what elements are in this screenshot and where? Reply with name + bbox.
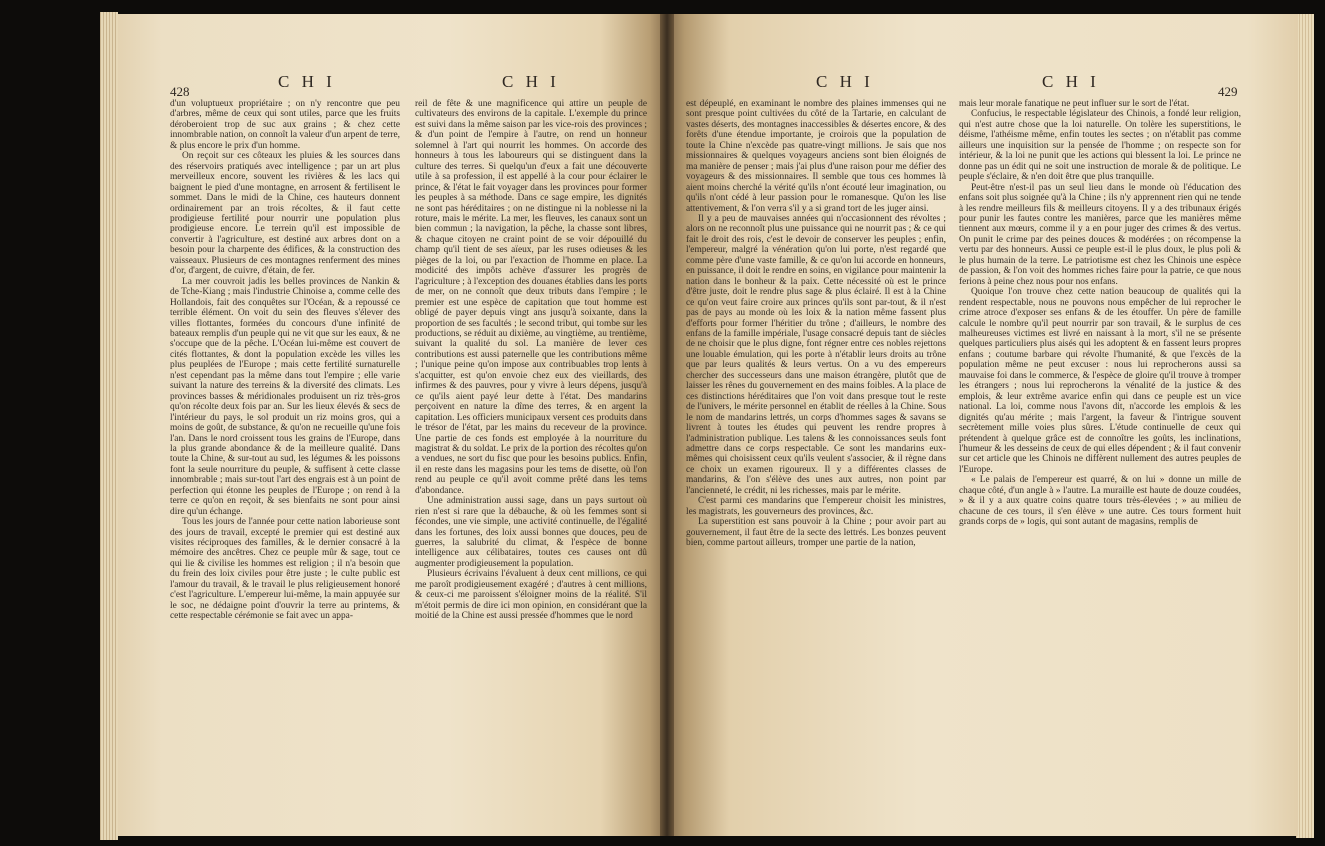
page-number: 428 — [170, 84, 190, 99]
book-gutter — [660, 14, 674, 836]
paragraph: Quoique l'on trouve chez cette nation beaucoup de qualités qui la rendent respectable, nous ne pouvons nous empêcher de lui reprocher le crime atroce d'exposer ses enfans & de les étouffer. Un père de famille calcule le nombre qu'il peut nourrir par son travail, & le surplus de ces malheureuses victimes est livré en naissant à la mort, s'il ne se présente quelques particuliers plus aisés qui les adoptent & en fassent leurs propres enfans ; coutume barbare qui révolte l'humanité, & que l'excès de la population même ne peut excuser : nous lui reprocherons aussi sa mauvaise foi dans le commerce, & l'espèce de gloire qu'il trouve à tromper les étrangers ; nous lui reprocherons la vénalité de la justice & des emplois, & leur extrême avarice enfin qui dans ce peuple est un vice national. La loi, comme nous l'avons dit, n'accorde les emplois & les dignités qu'au mérite ; mais l'argent, la faveur & l'intrigue souvent secrètement mille voies plus sûres. L'étude continuelle de ceux qui prétendent à quelque grâce est de connoître les goûts, les inclinations, l'humeur & les desseins de ceux de qui elles dépendent ; & il faut convenir sur cet article que les Chinois ne diffèrent nullement des autres peuples de l'Europe. — [959, 287, 1241, 475]
paragraph: C'est parmi ces mandarins que l'empereur choisit les ministres, les magistrats, les gouverneurs des provinces, &c. — [686, 496, 946, 517]
paragraph: Plusieurs écrivains l'évaluent à deux cent millions, ce qui me paroît prodigieusement exagéré ; d'autres à cent millions, & ceux-ci me paroissent s'éloigner moins de la réalité. S'il m'étoit permis de dire ici mon opinion, en considérant que la moitié de la Chine est aussi pressée d'hommes que le nord — [415, 569, 647, 622]
right-page — [666, 14, 1298, 836]
paragraph: Peut-être n'est-il pas un seul lieu dans le monde où l'éducation des enfans soit plus soignée qu'à la Chine ; ils n'y apprennent rien qui ne tende à les rendre meilleurs fils & meilleurs citoyens. Il y a des tribunaux érigés pour punir les fautes contre les manières, parce que les manières même tiennent aux mœurs, comme il y a en pour juger des crimes & des vertus. On punit le crime par des peines douces & modérées ; on récompense la vertu par des honneurs. Aussi ce peuple est-il le plus doux, le plus poli & le plus humain de la terre. Le patriotisme est chez les Chinois une espèce de passion, & l'on voit des hommes riches faire pour la patrie, ce que nous ferions à peine chez nous pour nos enfans. — [959, 182, 1241, 287]
running-head: C H I — [502, 72, 560, 91]
running-head: C H I — [816, 72, 874, 91]
text-column-2 — [415, 99, 647, 622]
paragraph: La mer couvroit jadis les belles provinces de Nankin & de Tche-Kiang ; mais l'industrie Chinoise a, comme celle des Hollandois, fait des conquêtes sur l'Océan, & a repoussé ce terrible élément. On voit du sein des fleuves s'élever des villes flottantes, formées du concours d'une infinité de bateaux remplis d'un peuple qui ne vit que sur les eaux, & ne s'occupe que de la pêche. L'Océan lui-même est couvert de cités flottantes, & dont la population excède les villes les plus peuplées de l'Europe ; mais cette fertilité surnaturelle n'est cependant pas la même dans tout l'empire ; elle varie suivant la nature des terreins & la diversité des climats. Les provinces basses & méridionales produisent un riz très-gros qu'on récolte deux fois par an. Sur les lieux élevés & secs de l'intérieur du pays, le sol produit un riz moins gros, qui a moins de goût, de substance, & qu'on ne recueille qu'une fois l'an. Dans le nord croissent tous les grains de l'Europe, dans la plus grande abondance & de la meilleure qualité. Dans toute la Chine, & sur-tout au sud, les légumes & les poissons font la seule nourriture du peuple, & suffisent à cette classe innombrable ; mais sur-tout l'art des engrais est à un point de perfection qui étonne les peuples de l'Europe ; on rend à la terre ce qu'on en reçoit, & ses bienfaits ne sont pour ainsi dire qu'un échange. — [170, 276, 400, 517]
running-head: C H I — [1042, 72, 1100, 91]
paragraph: On reçoit sur ces côteaux les pluies & les sources dans des réservoirs pratiqués avec intelligence ; par un art plus merveilleux encore, souvent les rivières & les lacs qui baignent le pied d'une montagne, en arrosent & fertilisent le sommet. Dans le midi de la Chine, ces hauteurs donnent ordinairement par an trois récoltes, & il faut cette prodigieuse fertilité pour nourrir une population plus prodigieuse encore. Le terrein qu'il est impossible de convertir à l'agriculture, est destiné aux arbres dont on a besoin pour la charpente des édifices, & la construction des vaisseaux. Plusieurs de ces montagnes renferment des mines d'or, d'argent, de cuivre, d'étain, de fer. — [170, 151, 400, 277]
running-head: C H I — [278, 72, 336, 91]
paragraph: d'un voluptueux propriétaire ; on n'y rencontre que peu d'arbres, même de ceux qui sont utiles, parce que les fruits déroberoient trop de suc aux grains ; & chez cette innombrable nation, on connoît la valeur d'un arpent de terre, & plus encore le prix d'un homme. — [170, 99, 400, 151]
paragraph: reil de fête & une magnificence qui attire un peuple de cultivateurs des environs de la capitale. L'exemple du prince est suivi dans la même saison par les vice-rois des provinces ; & d'un point de l'empire à l'autre, on rend un honneur solemnel à l'art qui nourrit les hommes. On accorde des honneurs à tous les laboureurs qui se distinguent dans la culture des terres. Si quelqu'un d'eux a fait une découverte utile à sa profession, il est appellé à la cour pour éclairer le prince, & l'état le fait voyager dans les provinces pour former les peuples à sa méthode. Dans ce sage empire, les dignités ne sont pas héréditaires ; on ne distingue ni la noblesse ni la roture, mais le mérite. La mer, les fleuves, les canaux sont un bien commun ; la navigation, la pêche, la chasse sont libres, & chaque citoyen ne craint point de se voir dépouillé du champ qu'il tient de ses aïeux, par les ruses odieuses & les pièges de la loi, ou par l'exaction de l'homme en place. La modicité des impôts achève d'assurer les progrès de l'agriculture ; à l'exception des douanes établies dans les ports de mer, on ne connoît que deux tributs dans l'empire ; le premier est une espèce de capitation que tout homme est obligé de payer depuis vingt ans jusqu'à soixante, dans la proportion de ses facultés ; le second tribut, qui tombe sur les productions, se réduit au dixième, au vingtième, au trentième, suivant la qualité du sol. La manière de lever ces contributions est aussi paternelle que les contributions même ; l'unique peine qu'on impose aux contribuables trop lents à s'acquitter, est qu'on envoie chez eux des vieillards, des infirmes & des pauvres, pour y vivre à leurs dépens, jusqu'à ce qu'ils aient payé leur dette à l'état. Des mandarins perçoivent en nature la dîme des terres, & en argent la capitation. Les officiers municipaux versent ces produits dans le trésor de l'état, par les mains du receveur de la province. Une partie de ces fonds est employée à la nourriture du magistrat & du soldat. Le prix de la portion des récoltes qu'on a vendues, ne sort du fisc que pour les besoins publics. Enfin, il en reste dans les magasins pour les tems de disette, où l'on rend au peuple ce qu'il avoit comme prêté dans les tems d'abondance. — [415, 99, 647, 496]
paragraph: mais leur morale fanatique ne peut influer sur le sort de l'état. — [959, 99, 1190, 109]
page-edges-right — [1296, 14, 1314, 838]
paragraph: Il y a peu de mauvaises années qui n'occasionnent des révoltes ; alors on ne reconnoît plus une puissance qui ne nourrit pas ; & ce qui fait le droit des rois, c'est le devoir de conserver les peuples ; enfin, l'empereur, malgré la vénération qu'on lui porte, n'est regardé que comme père d'une vaste famille, & ce qu'on lui accorde en honneurs, en puissance, il doit le rendre en soins, en vigilance pour maintenir la nation dans le bonheur & la paix. Cette nécessité où est le prince d'être juste, doit le rendre plus sage & plus éclairé. Il est à la Chine ce qu'on veut faire croire aux princes qu'ils sont par-tout, & il n'est pas de pays au monde où les loix & la nation même fassent plus d'efforts pour former l'héritier du trône ; d'ailleurs, le nombre des enfans de la famille impériale, l'usage consacré depuis tant de siècles de ne choisir que le plus digne, font régner entre ces nobles rejettons une louable émulation, qui les porte à n'établir leurs droits au trône que par leurs qualités & leurs vertus. On a vu des empereurs chercher des successeurs dans une maison étrangère, plutôt que de laisser les rênes du gouvernement en des mains foibles. A la place de ces distinctions héréditaires que l'on voit dans presque tout le reste de l'univers, le mérite personnel en établit de réelles à la Chine. Sous le nom de mandarins lettrés, un corps d'hommes sages & savans se livrent à toutes les études qui peuvent les rendre propres à l'administration publique. Les talens & les connoissances seuls font admettre dans ce corps respectable. Ce sont les mandarins eux-mêmes qui choisissent ceux qu'ils veulent s'associer, & il règne dans ce choix un examen rigoureux. Il y a différentes classes de mandarins, & l'on s'élève des unes aux autres, non point par l'ancienneté, le crédit, ni les richesses, mais par le mérite. — [686, 213, 946, 496]
page-edges-left — [100, 12, 118, 840]
paragraph: Confucius, le respectable législateur des Chinois, a fondé leur religion, qui n'est autre chose que la loi naturelle. On tolère les superstitions, le déisme, l'athéisme même, enfin toutes les sectes ; on n'établit pas comme ailleurs une inquisition sur la pensée de l'homme ; on respecte son for intérieur, & la loi ne punit que les actions qui blessent la loi. Le prince ne donne pas un édit qui ne soit une instruction de morale & de politique. Le peuple s'éclaire, & n'en doit être que plus tranquille. — [959, 109, 1241, 183]
text-column-2 — [959, 99, 1241, 528]
paragraph: est dépeuplé, en examinant le nombre des plaines immenses qui ne sont presque point cultivées du côté de la Tartarie, en calculant de vastes déserts, des montagnes inaccessibles & désertes encore, & des forêts d'une étendue importante, je croirois que la population de toute la Chine n'excède pas quatre-vingt millions. Je sais que nos missionnaires & quelques voyageurs anciens sont bien éloignés de ma manière de penser ; mais j'ai plus d'une raison pour me défier des voyageurs & des missionnaires. Il semble que tous ces hommes là aient moins cherché la vérité qu'ils n'ont écouté leur imagination, ou qu'ils n'ont cédé à leur passion pour le romanesque. Qu'on les lise attentivement, & l'on verra s'il y a si grand tort de les juger ainsi. — [686, 99, 946, 214]
page-number: 429 — [1218, 84, 1238, 99]
text-column-1 — [170, 99, 400, 622]
paragraph: La superstition est sans pouvoir à la Chine ; pour avoir part au gouvernement, il faut être de la secte des lettrés. Les bonzes peuvent bien, comme partout ailleurs, tromper une partie de la nation, — [686, 517, 946, 549]
paragraph: « Le palais de l'empereur est quarré, & on lui » donne un mille de chaque côté, d'un angle à » l'autre. La muraille est haute de douze coudées, » & il y a aux quatre coins quatre tours très-élevées ; » au milieu de chacune de ces tours, il s'en élève » une autre. Ces tours forment huit grands corps de » logis, qui sont autant de magasins, remplis de — [959, 475, 1241, 528]
left-page — [118, 14, 666, 836]
paragraph: Tous les jours de l'année pour cette nation laborieuse sont des jours de travail, excepté le premier qui est destiné aux visites réciproques des familles, & le dernier consacré à la mémoire des ancêtres. Chez ce peuple mûr & sage, tout ce qui lie & civilise les hommes est religion ; il n'a besoin que du frein des loix civiles pour être juste ; le culte public est l'amour du travail, & le travail le plus religieusement honoré c'est l'agriculture. L'empereur lui-même, la main appuyée sur le soc, ne dédaigne point d'ouvrir la terre au printems, & cette respectable cérémonie se fait avec un appa- — [170, 517, 400, 622]
text-column-1 — [686, 99, 946, 548]
paragraph: Une administration aussi sage, dans un pays surtout où rien n'est si rare que la débauche, & où les femmes sont si fécondes, une vie simple, une activité continuelle, de l'égalité dans les fortunes, des loix aussi bonnes que douces, peu de guerres, la salubrité du climat, & l'espèce de bonne intelligence aux célibataires, toutes ces causes ont dû augmenter prodigieusement la population. — [415, 496, 647, 569]
